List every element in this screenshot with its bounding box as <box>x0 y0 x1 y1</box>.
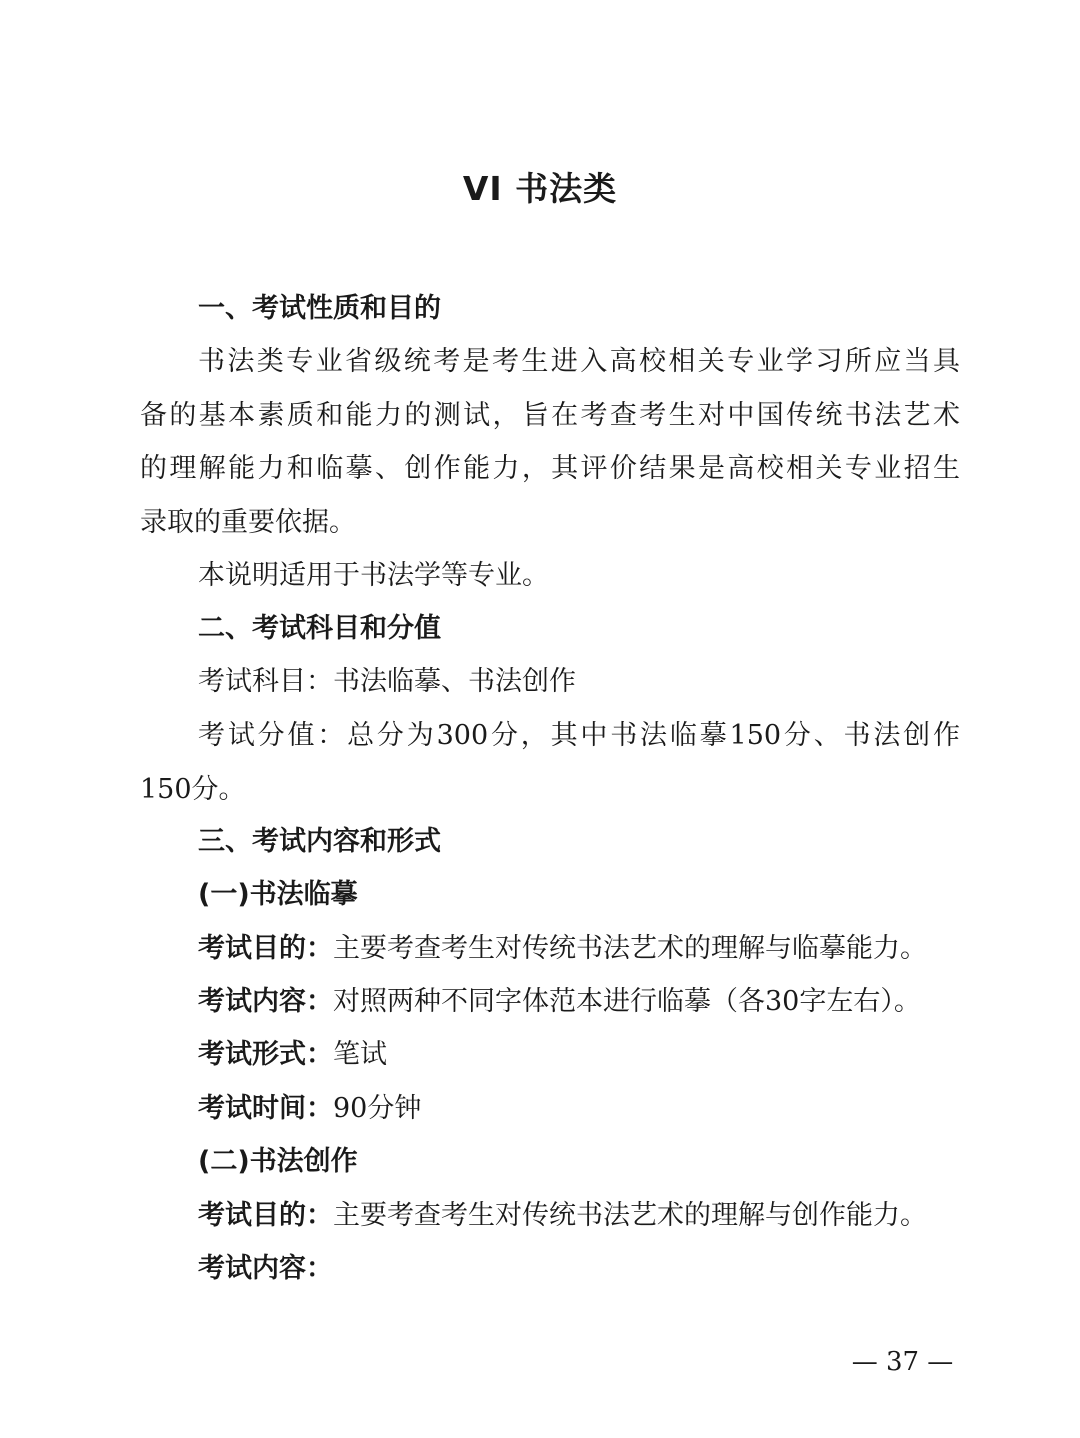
section-3-heading: 三、考试内容和形式 <box>198 826 441 857</box>
form-value: 笔试 <box>333 1039 387 1070</box>
paragraph-line: 书法类专业省级统考是考生进入高校相关专业学习所应当具 <box>198 346 960 377</box>
section-1-heading: 一、考试性质和目的 <box>198 293 441 324</box>
part-1-form <box>198 1035 960 1075</box>
part-1-content <box>198 982 960 1022</box>
paragraph-line: 的理解能力和临摹、创作能力，其评价结果是高校相关专业招生 <box>140 453 960 484</box>
part-1-purpose <box>198 929 960 969</box>
purpose-label: 考试目的： <box>198 933 333 964</box>
part-2-content <box>198 1249 960 1289</box>
page-title: VI 书法类 <box>462 169 618 208</box>
purpose-label: 考试目的： <box>198 1200 333 1231</box>
page-number: — 37 — <box>851 1347 954 1377</box>
content-value: 对照两种不同字体范本进行临摹（各30字左右）。 <box>333 986 921 1017</box>
paragraph-applicability: 本说明适用于书法学等专业。 <box>198 560 549 591</box>
part-2-purpose <box>198 1196 960 1236</box>
time-label: 考试时间： <box>198 1093 333 1124</box>
form-label: 考试形式： <box>198 1039 333 1070</box>
paragraph-line: 录取的重要依据。 <box>140 507 356 538</box>
content-label: 考试内容： <box>198 986 333 1017</box>
exam-subjects: 考试科目：书法临摹、书法创作 <box>198 666 576 697</box>
content-label: 考试内容： <box>198 1253 333 1284</box>
part-1-heading: (一)书法临摹 <box>198 879 358 910</box>
part-1-time <box>198 1089 960 1129</box>
paragraph-line: 备的基本素质和能力的测试，旨在考查考生对中国传统书法艺术 <box>140 400 960 431</box>
purpose-value: 主要考查考生对传统书法艺术的理解与创作能力。 <box>333 1200 927 1231</box>
section-2-heading: 二、考试科目和分值 <box>198 613 441 644</box>
time-value: 90分钟 <box>333 1093 422 1124</box>
exam-scores-line: 150分。 <box>140 774 246 805</box>
exam-scores-line: 考试分值：总分为300分，其中书法临摹150分、书法创作 <box>198 720 960 751</box>
purpose-value: 主要考查考生对传统书法艺术的理解与临摹能力。 <box>333 933 927 964</box>
part-2-heading: (二)书法创作 <box>198 1146 358 1177</box>
